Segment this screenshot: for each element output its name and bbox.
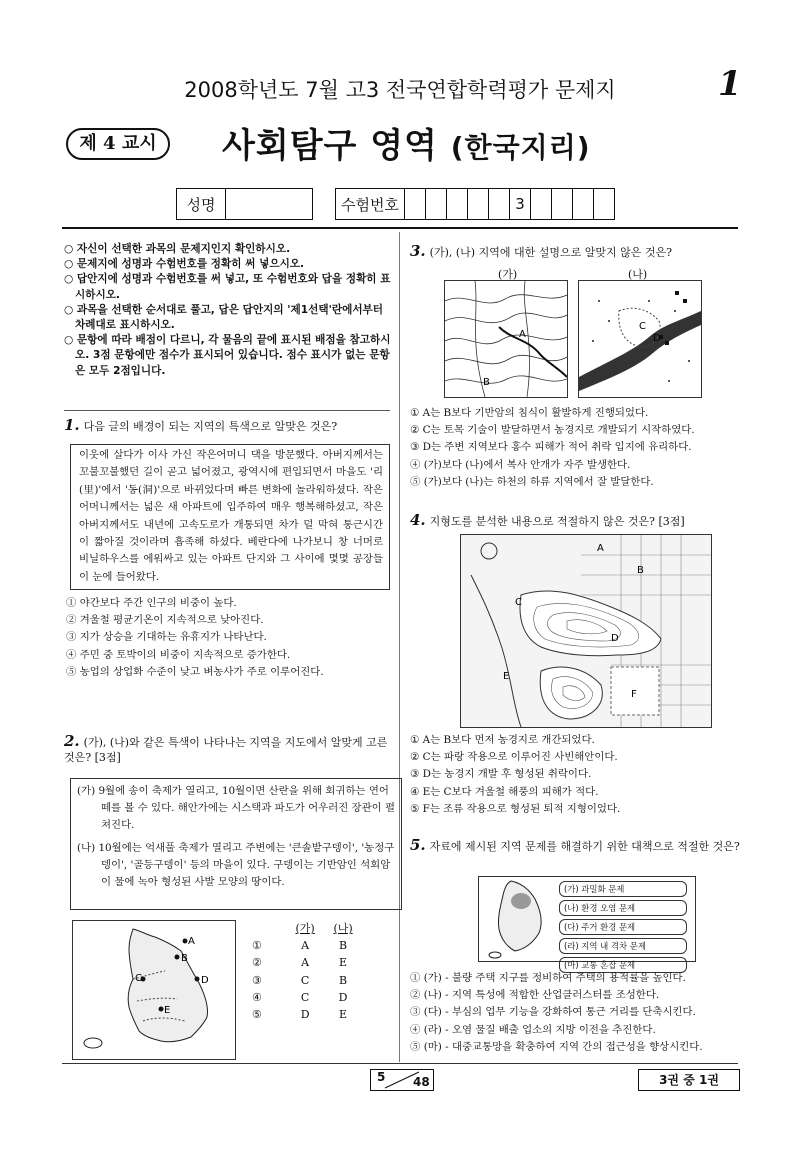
page-number: 1	[718, 64, 742, 104]
choice[interactable]: ② C는 파랑 작용으로 이루어진 사빈해안이다.	[410, 751, 618, 764]
choice[interactable]: ④ 주민 중 토박이의 비중이 지속적으로 증가한다.	[66, 648, 291, 661]
topo-map-ga	[444, 280, 568, 398]
legend-item: (마) 교통 혼잡 문제	[559, 957, 687, 973]
question-3	[410, 244, 740, 260]
page-indicator	[370, 1069, 434, 1091]
question-5	[410, 838, 740, 854]
map-label: B	[483, 377, 490, 388]
answer-row[interactable]: ④ C D	[252, 990, 348, 1004]
question-number: 4.	[410, 511, 426, 529]
topo-map-na	[578, 280, 702, 398]
exam-no-cell[interactable]	[552, 189, 573, 220]
q3-choices	[410, 405, 740, 491]
exam-no-cell[interactable]	[447, 189, 468, 220]
page-total: 48	[413, 1075, 430, 1089]
answer-row[interactable]: ② A E	[252, 956, 348, 970]
exam-header-title: 2008학년도 7월 고3 전국연합학력평가 문제지	[184, 78, 616, 102]
header-rule	[62, 227, 738, 229]
q1-choices	[66, 595, 392, 681]
question-text: (가), (나)와 같은 특색이 나타나는 지역을 지도에서 알맞게 고른 것은? [3점]	[64, 736, 388, 764]
choice[interactable]: ① (가) - 불량 주택 지구를 정비하여 주택의 용적률을 높인다.	[410, 972, 686, 984]
exam-no-cell[interactable]	[489, 189, 510, 220]
choice[interactable]: ③ D는 농경지 개발 후 형성된 취락이다.	[410, 768, 592, 781]
question-1	[64, 418, 390, 434]
korea-map	[72, 920, 236, 1060]
map-label: A	[188, 936, 195, 947]
volume-indicator: 3권 중 1권	[638, 1069, 740, 1091]
col-header: (가)	[295, 922, 315, 935]
student-info-table	[176, 188, 615, 220]
map-label: F	[631, 689, 637, 700]
map-label: E	[164, 1005, 171, 1016]
exam-no-cell[interactable]	[573, 189, 594, 220]
choice[interactable]: ② 겨울철 평균기온이 지속적으로 낮아진다.	[66, 614, 264, 627]
period-badge: 제 4 교시	[66, 128, 170, 160]
map-label: A	[519, 329, 526, 340]
condition-ga: (가) 9월에 송이 축제가 열리고, 10월이면 산란을 위해 회귀하는 연어 떼를 볼 수 있다. 해안가에는 시스택과 파도가 어우러진 장관이 펼쳐진다.	[77, 785, 395, 831]
choice[interactable]: ⑤ F는 조류 작용으로 형성된 퇴적 지형이었다.	[410, 802, 621, 815]
instruction-item: ○ 문항에 따라 배점이 다르니, 각 물음의 끝에 표시된 배점을 참고하시오. 3점 문항에만 점수가 표시되어 있습니다. 점수 표시가 없는 문항은 모두 2점입니다.	[64, 334, 391, 377]
choice[interactable]: ① A는 B보다 먼저 농경지로 개간되었다.	[410, 734, 595, 746]
choice[interactable]: ① 야간보다 주간 인구의 비중이 높다.	[66, 597, 237, 609]
instructions-rule	[64, 410, 390, 411]
q5-legend	[559, 881, 687, 973]
instruction-item: ○ 과목을 선택한 순서대로 풀고, 답은 답안지의 '제1선택'란에서부터 차례대로 표시하시오.	[64, 303, 384, 332]
exam-no-cell[interactable]	[426, 189, 447, 220]
legend-item: (나) 환경 오염 문제	[559, 900, 687, 916]
legend-item: (가) 과밀화 문제	[559, 881, 687, 897]
legend-item: (라) 지역 내 격차 문제	[559, 938, 687, 954]
column-divider	[399, 232, 400, 1062]
exam-no-cell[interactable]	[468, 189, 489, 220]
topo-map-q4	[460, 534, 712, 728]
map-label: D	[611, 633, 619, 644]
condition-box	[70, 778, 402, 910]
exam-no-label: 수험번호	[336, 189, 405, 220]
choice[interactable]: ⑤ (마) - 대중교통망을 확충하여 지역 간의 접근성을 향상시킨다.	[410, 1040, 703, 1053]
question-4	[410, 513, 740, 529]
legend-item: (다) 주거 환경 문제	[559, 919, 687, 935]
col-header: (나)	[333, 922, 353, 935]
question-number: 3.	[410, 242, 426, 260]
choice[interactable]: ④ (가)보다 (나)에서 복사 안개가 자주 발생한다.	[410, 458, 631, 471]
choice[interactable]: ④ (라) - 오염 물질 배출 업소의 지방 이전을 추진한다.	[410, 1023, 656, 1036]
answer-row[interactable]: ⑤ D E	[252, 1008, 348, 1022]
choice[interactable]: ② (나) - 지역 특성에 적합한 산업클러스터를 조성한다.	[410, 989, 660, 1002]
name-field[interactable]	[226, 189, 313, 220]
question-text: 지형도를 분석한 내용으로 적절하지 않은 것은? [3점]	[429, 515, 685, 528]
question-number: 2.	[64, 732, 80, 750]
map-label: B	[637, 565, 644, 576]
question-text: (가), (나) 지역에 대한 설명으로 알맞지 않은 것은?	[429, 246, 672, 259]
choice[interactable]: ② C는 토목 기술이 발달하면서 농경지로 개발되기 시작하였다.	[410, 424, 695, 437]
instruction-item: ○ 답안지에 성명과 수험번호를 써 넣고, 또 수험번호와 답을 정확히 표시하시오.	[64, 273, 391, 301]
q5-figure	[478, 876, 696, 970]
page-current: 5	[377, 1070, 386, 1084]
map-label: C	[135, 973, 142, 984]
question-number: 1.	[64, 416, 80, 434]
condition-na: (나) 10월에는 억새풀 축제가 열리고 주변에는 '큰솔밭구뎅이', '농정구뎅이', '골등구뎅이' 등의 마을이 있다. 구뎅이는 기반암인 석회암이 물에 녹아 형성된 사발 모양의 땅이다.	[77, 842, 395, 888]
q4-choices	[410, 732, 740, 818]
passage-box: 이웃에 살다가 이사 가신 작은어머니 댁을 방문했다. 아버지께서는 꼬불꼬불했던 길이 곧고 넓어졌고, 광역시에 편입되면서 마을도 '리(里)'에서 '동(洞)'으로 바뀌었다며 빠른 변화에 놀라워하셨다. 작은어머니께서는 넓은 새 아파트에 입주하여 매우 행복해하셨고, 작은아버지께서도 내년에 고속도로가 개통되면 차가 덜 막혀 통근시간이 짧아질 것이라며 흡족해 하셨다. 베란다에 나가보니 창 너머로 비닐하우스를 에워싸고 있는 아파트 단지와 그 사이에 몇몇 공장들이 눈에 들어왔다.	[70, 444, 390, 590]
q2-answer-table	[252, 920, 362, 1023]
choice[interactable]: ① A는 B보다 기반암의 침식이 활발하게 진행되었다.	[410, 407, 649, 419]
choice[interactable]: ③ D는 주변 지역보다 홍수 피해가 적어 취락 입지에 유리하다.	[410, 441, 692, 454]
subject-sub: (한국지리)	[450, 131, 591, 164]
choice[interactable]: ⑤ 농업의 상업화 수준이 낮고 벼농사가 주로 이루어진다.	[66, 665, 324, 678]
question-text: 다음 글의 배경이 되는 지역의 특색으로 알맞은 것은?	[83, 420, 338, 433]
map-label: E	[503, 671, 510, 682]
map-ga-caption: (가)	[498, 268, 518, 281]
choice[interactable]: ⑤ (가)보다 (나)는 하천의 하류 지역에서 잘 발달한다.	[410, 475, 654, 488]
name-label: 성명	[177, 189, 226, 220]
map-label: D	[653, 333, 661, 344]
question-number: 5.	[410, 836, 426, 854]
instructions	[64, 242, 392, 379]
answer-row[interactable]: ① A B	[252, 939, 348, 953]
footer-rule	[62, 1063, 738, 1064]
choice[interactable]: ③ (다) - 부심의 업무 기능을 강화하여 통근 거리를 단축시킨다.	[410, 1006, 696, 1019]
choice[interactable]: ③ 지가 상승을 기대하는 유휴지가 나타난다.	[66, 631, 267, 644]
exam-no-cell[interactable]	[594, 189, 615, 220]
subject-main: 사회탐구 영역	[222, 126, 438, 166]
map-label: A	[597, 543, 604, 554]
q5-choices	[410, 970, 740, 1056]
q5-map	[481, 877, 551, 961]
map-label: C	[639, 321, 646, 332]
question-text: 자료에 제시된 지역 문제를 해결하기 위한 대책으로 적절한 것은?	[429, 840, 740, 853]
instruction-item: ○ 자신이 선택한 과목의 문제지인지 확인하시오.	[64, 243, 291, 255]
question-2	[64, 734, 392, 765]
map-na-caption: (나)	[628, 268, 648, 281]
instruction-item: ○ 문제지에 성명과 수험번호를 정확히 써 넣으시오.	[64, 258, 305, 271]
exam-no-cell[interactable]	[405, 189, 426, 220]
map-label: B	[181, 953, 188, 964]
exam-no-cell[interactable]	[531, 189, 552, 220]
map-label: D	[201, 975, 209, 986]
subject-title	[222, 118, 591, 167]
map-label: C	[515, 597, 522, 608]
exam-no-cell-filled: 3	[510, 189, 531, 220]
answer-row[interactable]: ③ C B	[252, 973, 348, 987]
choice[interactable]: ④ E는 C보다 겨울철 해풍의 피해가 적다.	[410, 785, 599, 798]
